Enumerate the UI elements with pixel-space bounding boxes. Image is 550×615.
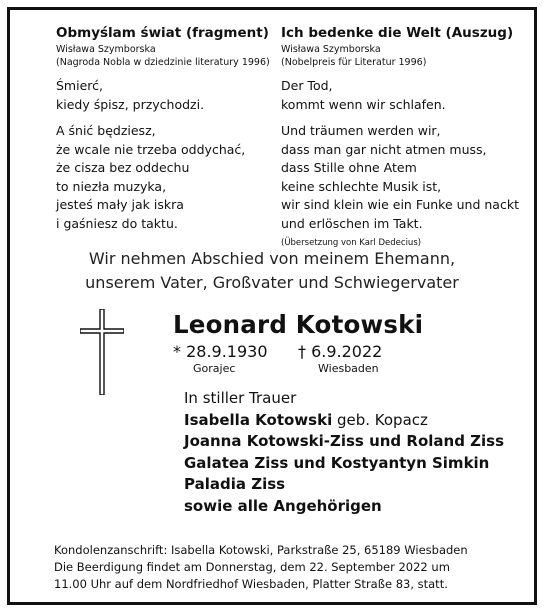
poem-german	[281, 24, 521, 249]
poem-line: kiedy śpisz, przychodzi.	[56, 96, 205, 112]
poem-line: to niezła muzyka,	[56, 178, 167, 194]
mourners-list	[184, 388, 504, 517]
spouse-name: Isabella Kotowski	[184, 410, 333, 429]
poem-line: Und träumen werden wir,	[281, 123, 441, 138]
poem-line: Der Tod,	[281, 78, 333, 93]
mourner-line: sowie alle Angehörigen	[184, 496, 382, 515]
poem-line: jesteś mały jak iskra	[56, 197, 184, 212]
poem-stanza	[56, 122, 276, 233]
poem-line: dass man gar nicht atmen muss,	[281, 141, 487, 157]
poem-award: (Nobelpreis für Literatur 1996)	[281, 57, 427, 68]
death-place: Wiesbaden	[318, 362, 379, 375]
death-date: † 6.9.2022	[298, 342, 383, 361]
poem-line: że wcale nie trzeba oddychać,	[56, 141, 246, 157]
death-info	[298, 342, 382, 376]
poem-stanza	[281, 122, 521, 233]
poem-line: że cisza bez oddechu	[56, 160, 190, 175]
poem-stanza	[281, 77, 521, 114]
poem-author: Wisława Szymborska	[56, 44, 156, 55]
poem-line: dass Stille ohne Atem	[281, 160, 417, 175]
mourner-spouse	[184, 410, 504, 432]
mourner-line: Galatea Ziss und Kostyantyn Simkin	[184, 453, 490, 472]
birth-date: * 28.9.1930	[173, 342, 268, 361]
poem-line: A śnić będziesz,	[56, 123, 156, 138]
birth-info	[173, 342, 268, 376]
poem-polish	[56, 24, 276, 233]
footer-notes	[54, 542, 506, 593]
poem-line: wir sind klein wie ein Funke und nackt	[281, 197, 519, 212]
poem-title: Obmyślam świat (fragment)	[56, 25, 269, 41]
birth-place: Gorajec	[193, 362, 236, 375]
deceased-name: Leonard Kotowski	[173, 310, 424, 339]
farewell-intro	[10, 247, 534, 295]
poem-line: Śmierć,	[56, 78, 103, 93]
mourner-line: Paladia Ziss	[184, 475, 286, 493]
intro-line: unserem Vater, Großvater und Schwiegervater	[85, 273, 459, 292]
poem-award: (Nagroda Nobla w dziedzinie literatury 1996)	[56, 57, 270, 68]
cross-icon	[80, 309, 124, 395]
poem-line: und erlöschen im Takt.	[281, 215, 423, 231]
poem-line: kommt wenn wir schlafen.	[281, 96, 446, 112]
intro-line: Wir nehmen Abschied von meinem Ehemann,	[88, 249, 456, 268]
spouse-maiden-name: geb. Kopacz	[332, 410, 428, 429]
poem-line: i gaśniesz do taktu.	[56, 215, 178, 231]
poem-author: Wisława Szymborska	[281, 44, 381, 55]
condolence-address: Kondolenzanschrift: Isabella Kotowski, Parkstraße 25, 65189 Wiesbaden	[54, 543, 468, 557]
funeral-info-line: 11.00 Uhr auf dem Nordfriedhof Wiesbaden, Platter Straße 83, statt.	[54, 577, 448, 591]
poem-title: Ich bedenke die Welt (Auszug)	[281, 25, 514, 41]
poem-stanza	[56, 77, 276, 114]
funeral-info-line: Die Beerdigung findet am Donnerstag, dem 22. September 2022 um	[54, 560, 450, 574]
mourners-heading: In stiller Trauer	[184, 389, 297, 407]
obituary-card	[7, 7, 537, 605]
translator-credit: (Übersetzung von Karl Dedecius)	[281, 238, 422, 248]
mourner-line: Joanna Kotowski-Ziss und Roland Ziss	[184, 432, 505, 450]
poem-line: keine schlechte Musik ist,	[281, 178, 442, 194]
